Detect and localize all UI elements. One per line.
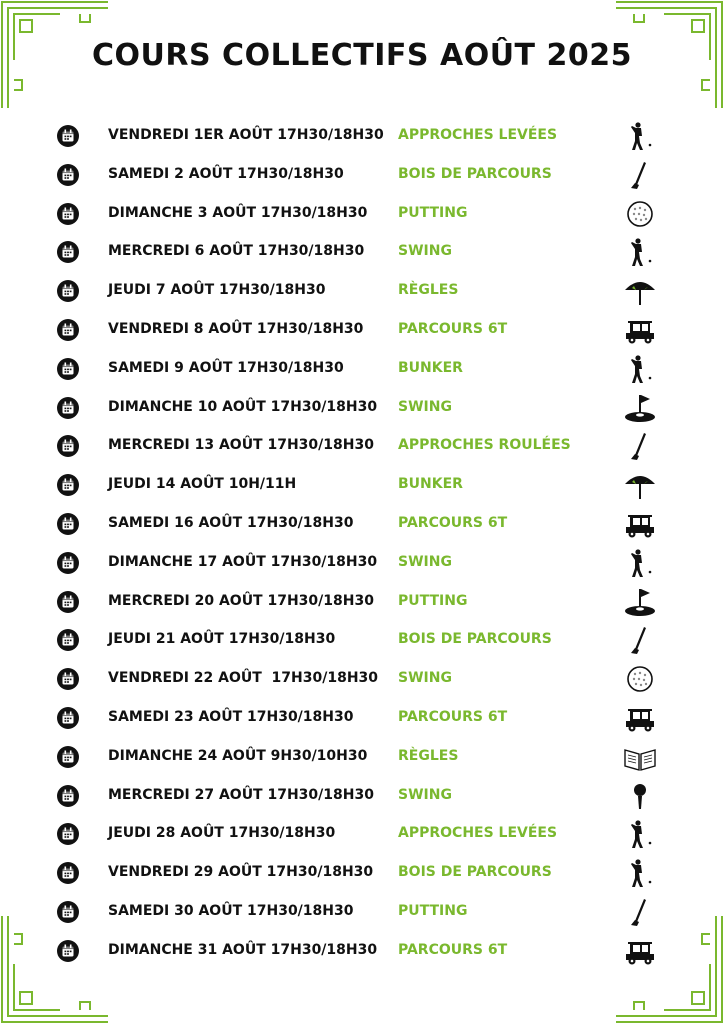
calendar-icon [57, 746, 79, 768]
session-date: SAMEDI 2 AOÛT 17H30/18H30 [108, 165, 344, 182]
session-topic: SWING [398, 398, 452, 415]
session-topic: BOIS DE PARCOURS [398, 631, 552, 648]
session-date: SAMEDI 23 AOÛT 17H30/18H30 [108, 708, 354, 725]
session-row [0, 117, 724, 156]
session-row [0, 699, 724, 738]
session-topic: PARCOURS 6T [398, 708, 508, 725]
session-topic: RÈGLES [398, 282, 459, 299]
session-date: DIMANCHE 24 AOÛT 9H30/10H30 [108, 747, 368, 764]
flag-hole-icon [622, 393, 658, 423]
session-row [0, 660, 724, 699]
calendar-icon [57, 203, 79, 225]
golf-ball-icon [622, 664, 658, 694]
session-topic: PUTTING [398, 902, 468, 919]
session-date: JEUDI 14 AOÛT 10H/11H [108, 476, 297, 493]
golf-cart-icon [622, 703, 658, 733]
calendar-icon [57, 823, 79, 845]
session-topic: PUTTING [398, 204, 468, 221]
session-topic: SWING [398, 670, 452, 687]
golfer-icon [622, 548, 658, 578]
session-row [0, 311, 724, 350]
calendar-icon [57, 668, 79, 690]
session-date: DIMANCHE 31 AOÛT 17H30/18H30 [108, 941, 378, 958]
session-topic: PUTTING [398, 592, 468, 609]
umbrella-icon [622, 470, 658, 500]
golfer-icon [622, 121, 658, 151]
calendar-icon [57, 591, 79, 613]
session-date: SAMEDI 9 AOÛT 17H30/18H30 [108, 359, 344, 376]
calendar-icon [57, 707, 79, 729]
golf-cart-icon [622, 936, 658, 966]
calendar-icon [57, 513, 79, 535]
flag-hole-icon [622, 587, 658, 617]
session-topic: APPROCHES ROULÉES [398, 437, 571, 454]
calendar-icon [57, 474, 79, 496]
session-date: DIMANCHE 3 AOÛT 17H30/18H30 [108, 204, 368, 221]
session-topic: PARCOURS 6T [398, 514, 508, 531]
golf-club-icon [622, 431, 658, 461]
session-topic: SWING [398, 553, 452, 570]
page-title: COURS COLLECTIFS AOÛT 2025 [92, 38, 632, 73]
session-row [0, 621, 724, 660]
calendar-icon [57, 785, 79, 807]
session-row [0, 777, 724, 816]
session-date: SAMEDI 30 AOÛT 17H30/18H30 [108, 902, 354, 919]
session-date: DIMANCHE 17 AOÛT 17H30/18H30 [108, 553, 378, 570]
session-row [0, 389, 724, 428]
calendar-icon [57, 280, 79, 302]
calendar-icon [57, 319, 79, 341]
session-row [0, 195, 724, 234]
calendar-icon [57, 862, 79, 884]
session-date: VENDREDI 8 AOÛT 17H30/18H30 [108, 320, 364, 337]
session-row [0, 932, 724, 971]
session-date: SAMEDI 16 AOÛT 17H30/18H30 [108, 514, 354, 531]
calendar-icon [57, 358, 79, 380]
session-row [0, 156, 724, 195]
golf-cart-icon [622, 509, 658, 539]
session-topic: BUNKER [398, 359, 463, 376]
session-topic: BOIS DE PARCOURS [398, 864, 552, 881]
golf-ball-icon [622, 199, 658, 229]
calendar-icon [57, 435, 79, 457]
session-row [0, 505, 724, 544]
session-row [0, 427, 724, 466]
session-row [0, 272, 724, 311]
calendar-icon [57, 397, 79, 419]
session-row [0, 466, 724, 505]
golfer-icon [622, 354, 658, 384]
calendar-icon [57, 164, 79, 186]
session-date: JEUDI 21 AOÛT 17H30/18H30 [108, 631, 336, 648]
umbrella-icon [622, 276, 658, 306]
session-row [0, 583, 724, 622]
golfer-icon [622, 237, 658, 267]
session-topic: PARCOURS 6T [398, 320, 508, 337]
session-date: MERCREDI 27 AOÛT 17H30/18H30 [108, 786, 374, 803]
calendar-icon [57, 552, 79, 574]
session-date: JEUDI 28 AOÛT 17H30/18H30 [108, 825, 336, 842]
session-topic: SWING [398, 786, 452, 803]
session-date: JEUDI 7 AOÛT 17H30/18H30 [108, 282, 326, 299]
session-row [0, 544, 724, 583]
session-row [0, 815, 724, 854]
session-date: VENDREDI 1ER AOÛT 17H30/18H30 [108, 127, 384, 143]
session-list [0, 117, 724, 971]
session-topic: APPROCHES LEVÉES [398, 127, 558, 143]
session-topic: PARCOURS 6T [398, 941, 508, 958]
tee-ball-icon [622, 781, 658, 811]
session-row [0, 233, 724, 272]
session-topic: SWING [398, 243, 452, 260]
session-row [0, 350, 724, 389]
session-date: VENDREDI 29 AOÛT 17H30/18H30 [108, 864, 374, 881]
session-topic: APPROCHES LEVÉES [398, 825, 558, 842]
session-date: DIMANCHE 10 AOÛT 17H30/18H30 [108, 398, 378, 415]
session-topic: BOIS DE PARCOURS [398, 165, 552, 182]
golfer-icon [622, 858, 658, 888]
golf-club-icon [622, 625, 658, 655]
session-topic: BUNKER [398, 476, 463, 493]
calendar-icon [57, 629, 79, 651]
calendar-icon [57, 125, 79, 147]
session-row [0, 893, 724, 932]
session-date: MERCREDI 20 AOÛT 17H30/18H30 [108, 592, 374, 609]
session-date: MERCREDI 6 AOÛT 17H30/18H30 [108, 243, 365, 260]
golf-club-icon [622, 160, 658, 190]
calendar-icon [57, 940, 79, 962]
calendar-icon [57, 901, 79, 923]
golf-cart-icon [622, 315, 658, 345]
session-row [0, 738, 724, 777]
calendar-icon [57, 241, 79, 263]
golfer-icon [622, 819, 658, 849]
session-topic: RÈGLES [398, 747, 459, 764]
session-row [0, 854, 724, 893]
session-date: VENDREDI 22 AOÛT 17H30/18H30 [108, 670, 379, 687]
book-icon [622, 742, 658, 772]
golf-club-icon [622, 897, 658, 927]
session-date: MERCREDI 13 AOÛT 17H30/18H30 [108, 437, 374, 454]
